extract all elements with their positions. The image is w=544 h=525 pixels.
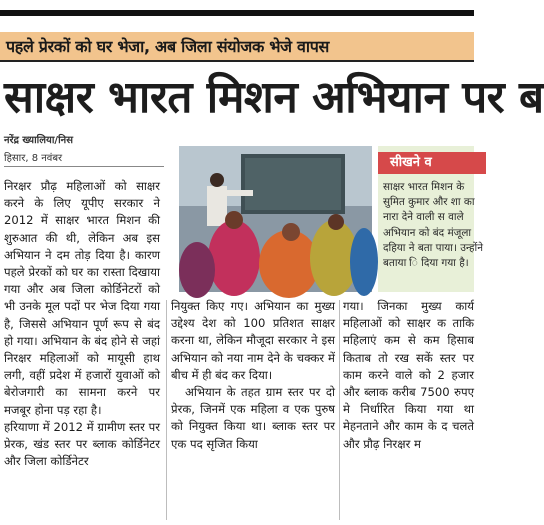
column-divider xyxy=(166,300,167,520)
news-photo xyxy=(179,146,372,292)
paragraph: नियुक्त किए गए। अभियान का मुख्य उद्देश्य देश को 100 प्रतिशत साक्षर करना था, लेकिन मौजूदा सरकार ने इस अभियान को नया नाम देने के चक्कर में बीच में ही बंद कर दिया। xyxy=(171,299,335,382)
article-column-2 xyxy=(171,298,335,453)
dateline: हिसार, 8 नवंबर xyxy=(4,153,63,164)
sidebar-title: सीखने व xyxy=(378,152,486,174)
kicker-headline: पहले प्रेरकों को घर भेजा, अब जिला संयोजक भेजे वापस xyxy=(6,37,330,56)
paragraph: निरक्षर प्रौढ़ महिलाओं को साक्षर करने के लिए यूपीए सरकार ने 2012 में साक्षर भारत मिशन की शुरुआत की थी, लेकिन अब इस अभियान ने दम तोड़ दिया है। कारण पहले प्रेरकों को घर का रास्ता दिखाया गया और अब जिला कोर्डिनेटरों को भी उनके मूल पदों पर भेज दिया गया है, जिससे अभियान पूर्ण रूप से बंद हो गया। अभियान के बंद होने से जहां निरक्षर महिलाओं को मायूसी हाथ लगी, वहीं प्रदेश में हजारों युवाओं को बेरोजगारी का सामना करने पर मजबूर होना पड़ रहा है। xyxy=(4,179,160,417)
sidebar-box xyxy=(378,146,483,292)
page-top-gap xyxy=(0,16,474,20)
kicker-underline xyxy=(0,60,474,62)
paragraph: गया। जिनका मुख्य कार्य महिलाओं को साक्षर क ताकि महिलाएं कम से कम हिसाब किताब तो रख सकें स्तर पर काम करने वाले को 2 हजार और ब्लाक करीब 7500 रुपए मे निर्धारित किया गया था मेहनताने और काम के द चलते और प्रौढ़ निरक्षर म xyxy=(343,299,474,451)
article-column-1 xyxy=(4,178,160,470)
column-divider xyxy=(339,300,340,520)
page-top-margin xyxy=(0,0,474,10)
main-headline: साक्षर भारत मिशन अभियान पर ब xyxy=(4,72,544,123)
sidebar-text: साक्षर भारत मिशन के सुमित कुमार और शा का नारा देने वाली स वाले अभियान को बंद मंजूला दहिया ने बता पाया। उन्होंने बताया ि दिया गया है। xyxy=(383,181,483,270)
paragraph: अभियान के तहत ग्राम स्तर पर दो प्रेरक, जिनमें एक महिला व एक पुरुष को नियुक्त किया था। ब्लाक स्तर पर एक पद सृजित किया xyxy=(171,385,335,451)
photo-classroom-image xyxy=(179,146,372,292)
paragraph: हरियाणा में 2012 में ग्रामीण स्तर पर प्रेरक, खंड स्तर पर ब्लाक कोर्डिनेटर और जिला कोर्डिनेटर xyxy=(4,419,160,469)
byline-divider xyxy=(4,166,164,167)
byline: नरेंद्र ख्यालिया/निस xyxy=(4,135,73,146)
article-column-3 xyxy=(343,298,474,453)
